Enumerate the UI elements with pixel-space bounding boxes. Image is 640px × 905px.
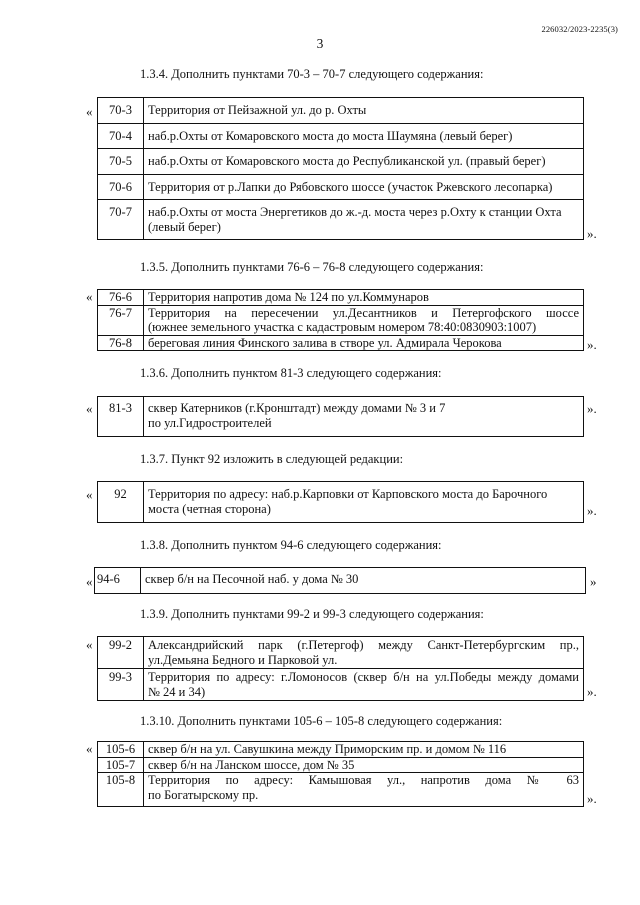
row-number: 70-6	[98, 174, 144, 200]
row-description-line-1: Александрийский парк (г.Петергоф) между Санкт-Петербургским пр.,	[148, 638, 579, 652]
document-number: 226032/2023-2235(3)	[541, 24, 618, 34]
table-row	[98, 335, 584, 351]
table-row	[98, 174, 584, 200]
closing-quote: ».	[587, 226, 597, 241]
opening-quote: «	[86, 741, 93, 756]
row-number: 99-2	[98, 637, 144, 669]
opening-quote: «	[86, 401, 93, 416]
row-number: 76-7	[98, 305, 144, 335]
table-row	[98, 149, 584, 175]
closing-quote: ».	[587, 684, 597, 699]
table-1-3-6	[97, 396, 584, 437]
row-description-line-1: Территория по адресу: г.Ломоносов (сквер б/н на ул.Победы между домами	[148, 670, 579, 684]
row-description-line-1: сквер Катерников (г.Кронштадт) между домами № 3 и 7	[148, 401, 446, 415]
row-description: сквер б/н на Ланском шоссе, дом № 35	[144, 757, 584, 773]
table-row	[98, 742, 584, 758]
row-number: 81-3	[98, 397, 144, 437]
section-heading-1-3-6: 1.3.6. Дополнить пунктом 81-3 следующего содержания:	[140, 366, 442, 380]
row-number: 70-5	[98, 149, 144, 175]
section-heading-1-3-5: 1.3.5. Дополнить пунктами 76-6 – 76-8 следующего содержания:	[140, 260, 484, 274]
table-row	[98, 637, 584, 669]
section-heading-1-3-9: 1.3.9. Дополнить пунктами 99-2 и 99-3 следующего содержания:	[140, 607, 484, 621]
row-description: сквер б/н на Песочной наб. у дома № 30	[141, 568, 586, 594]
row-description-line-2: по ул.Гидростроителей	[148, 415, 272, 430]
row-number: 70-3	[98, 98, 144, 124]
table-row	[98, 397, 584, 437]
row-number: 70-4	[98, 123, 144, 149]
row-number: 76-6	[98, 290, 144, 306]
row-description-line-1: Территория по адресу: наб.р.Карповки от Карповского моста до Барочного	[148, 487, 548, 501]
row-description-line-2: ул.Демьяна Бедного и Парковой ул.	[148, 652, 338, 667]
row-description: Территория напротив дома № 124 по ул.Коммунаров	[144, 290, 584, 306]
row-description-line-1: Территория по адресу: Камышовая ул., напротив дома № 63	[148, 773, 579, 787]
row-description-line-2: (южнее земельного участка с кадастровым номером 78:40:0830903:1007)	[148, 320, 537, 334]
closing-quote: ».	[587, 337, 597, 352]
table-1-3-4	[97, 97, 584, 240]
table-1-3-8	[94, 567, 586, 594]
row-description	[144, 305, 584, 335]
opening-quote: «	[86, 574, 93, 589]
section-heading-1-3-10: 1.3.10. Дополнить пунктами 105-6 – 105-8 следующего содержания:	[140, 714, 503, 728]
row-number: 105-6	[98, 742, 144, 758]
closing-quote: ».	[587, 503, 597, 518]
row-description: наб.р.Охты от Комаровского моста до Республиканской ул. (правый берег)	[144, 149, 584, 175]
row-number: 70-7	[98, 200, 144, 240]
row-description: Территория от Пейзажной ул. до р. Охты	[144, 98, 584, 124]
table-row	[98, 482, 584, 523]
row-description	[144, 637, 584, 669]
row-description	[144, 669, 584, 701]
row-number: 105-8	[98, 773, 144, 807]
section-heading-1-3-4: 1.3.4. Дополнить пунктами 70-3 – 70-7 следующего содержания:	[140, 67, 484, 81]
table-row	[98, 305, 584, 335]
section-heading-1-3-7: 1.3.7. Пункт 92 изложить в следующей редакции:	[140, 452, 404, 466]
row-description-line-2: № 24 и 34)	[148, 684, 206, 699]
row-description: наб.р.Охты от Комаровского моста до моста Шаумяна (левый берег)	[144, 123, 584, 149]
table-1-3-5	[97, 289, 584, 351]
row-number: 94-6	[95, 568, 141, 594]
table-row	[98, 98, 584, 124]
table-row	[98, 669, 584, 701]
table-row	[98, 757, 584, 773]
row-description: Территория от р.Лапки до Рябовского шоссе (участок Ржевского лесопарка)	[144, 174, 584, 200]
page-number: 3	[316, 36, 324, 51]
row-description-line-1: Территория на пересечении ул.Десантников и Петергофского шоссе	[148, 305, 579, 320]
row-description-line-2: моста (четная сторона)	[148, 501, 271, 516]
opening-quote: «	[86, 289, 93, 304]
closing-quote: »	[590, 574, 597, 589]
opening-quote: «	[86, 104, 93, 119]
row-number: 105-7	[98, 757, 144, 773]
table-row	[98, 200, 584, 240]
row-description	[144, 773, 584, 807]
table-row	[95, 568, 586, 594]
table-row	[98, 123, 584, 149]
table-1-3-10	[97, 741, 584, 807]
section-heading-1-3-8: 1.3.8. Дополнить пунктом 94-6 следующего содержания:	[140, 538, 442, 552]
row-description: сквер б/н на ул. Савушкина между Приморским пр. и домом № 116	[144, 742, 584, 758]
row-number: 76-8	[98, 335, 144, 351]
row-description	[144, 482, 584, 523]
table-row	[98, 290, 584, 306]
opening-quote: «	[86, 487, 93, 502]
table-1-3-7	[97, 481, 584, 523]
row-description-line-2: по Богатырскому пр.	[148, 787, 259, 802]
table-row	[98, 773, 584, 807]
row-description: береговая линия Финского залива в створе ул. Адмирала Черокова	[144, 335, 584, 351]
row-description: наб.р.Охты от моста Энергетиков до ж.-д. моста через р.Охту к станции Охта (левый берег)	[144, 200, 584, 240]
opening-quote: «	[86, 637, 93, 652]
table-1-3-9	[97, 636, 584, 701]
closing-quote: ».	[587, 791, 597, 806]
row-number: 99-3	[98, 669, 144, 701]
closing-quote: ».	[587, 401, 597, 416]
row-description	[144, 397, 584, 437]
row-number: 92	[98, 482, 144, 523]
